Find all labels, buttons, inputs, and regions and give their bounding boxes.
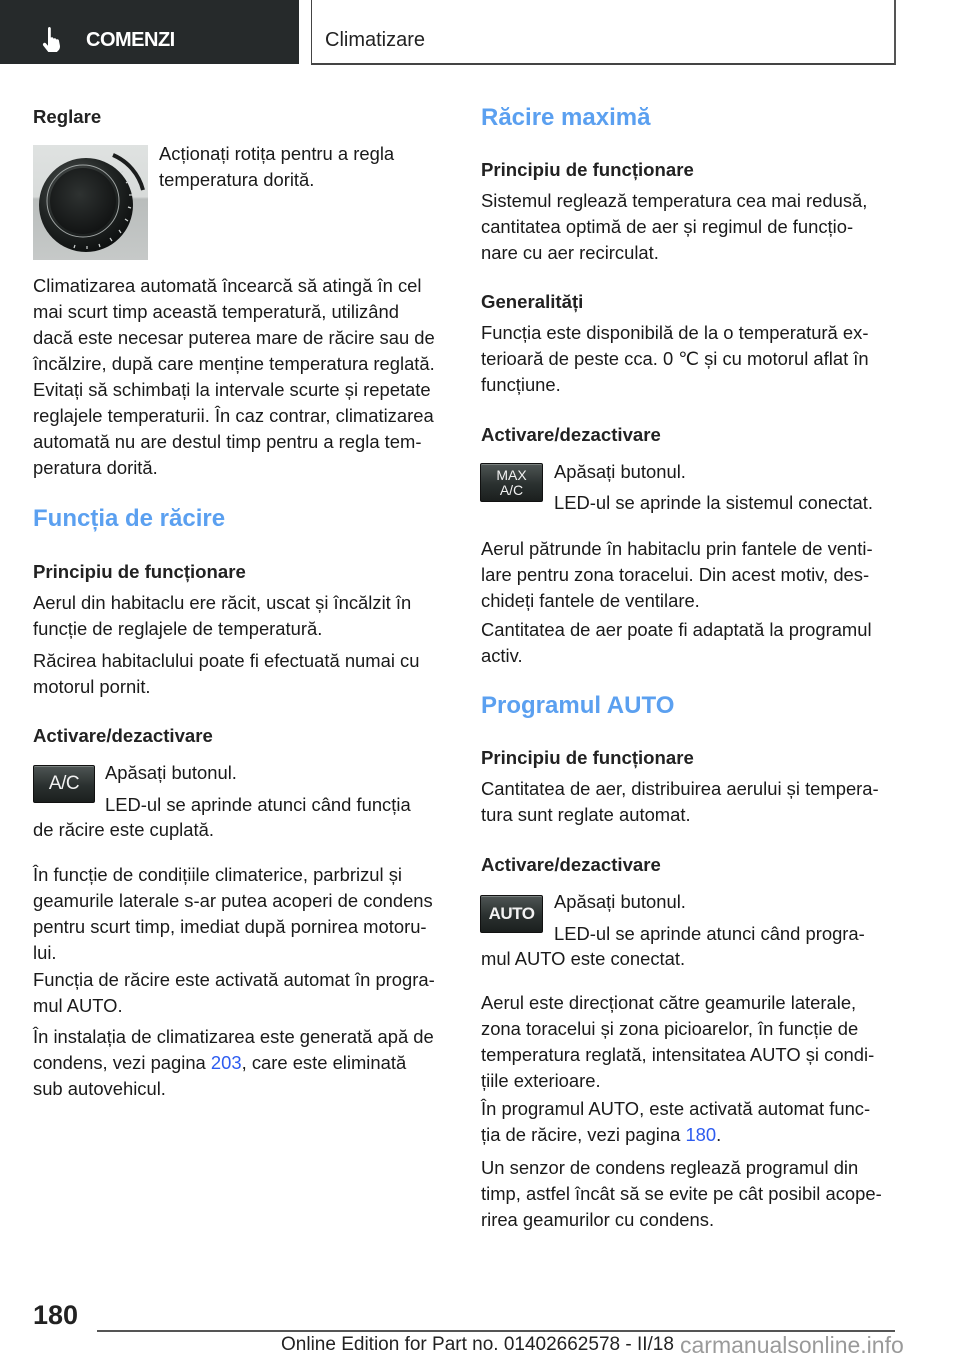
functia-racire-heading: Funcția de răcire — [33, 505, 226, 532]
watermark[interactable]: carmanualsonline.info — [680, 1332, 904, 1358]
program-auto-activare-title: Activare/dezactivare — [481, 854, 661, 875]
text-line: terioară de peste cca. 0 ℃ și cu motorul aflat în — [481, 348, 869, 369]
text-line: automată nu are destul timp pentru a regla tem- — [33, 431, 422, 452]
text-line: Cantitatea de aer, distribuirea aerului și tempera- — [481, 778, 879, 799]
chapter-tab — [311, 0, 896, 65]
chapter-title: Climatizare — [325, 29, 426, 51]
ac-press-instruction: Apăsați butonul. — [105, 762, 237, 783]
functia-racire-principiu-para-2 — [33, 648, 453, 700]
text-line: sub autovehicul. — [33, 1078, 166, 1099]
ac-led-line-1: LED-ul se aprinde atunci când funcția — [105, 794, 411, 815]
text-line: lui. — [33, 942, 57, 963]
text-line: În instalația de climatizarea este generată apă de — [33, 1026, 434, 1047]
functia-racire-activare-title: Activare/dezactivare — [33, 725, 213, 746]
text-line: Un senzor de condens reglează programul din — [481, 1157, 859, 1178]
ac-button-image: A/C — [33, 765, 95, 803]
text-line — [33, 1050, 453, 1076]
program-auto-para-3 — [481, 1155, 901, 1233]
auto-led-line-1: LED-ul se aprinde atunci când progra- — [554, 923, 865, 944]
text-line: Cantitatea de aer poate fi adaptată la programul — [481, 619, 872, 640]
program-auto-para-2 — [481, 1096, 901, 1148]
text-line: chideți fantele de ventilare. — [481, 590, 700, 611]
text-line: încălzire, după care menține temperatura reglată. — [33, 353, 435, 374]
text-line: cantitatea optimă de aer și regimul de funcțio- — [481, 216, 854, 237]
auto-press-instruction: Apăsați butonul. — [554, 891, 686, 912]
reglare-paragraph-2 — [33, 377, 453, 481]
text-span: . — [716, 1124, 722, 1145]
text-line: temperatura reglată, intensitatea AUTO și condi- — [481, 1044, 875, 1065]
reglare-title: Reglare — [33, 106, 102, 127]
generalitati-para — [481, 320, 901, 398]
button-text-line: MAX — [496, 466, 527, 483]
text-line: reglajele temperaturii. În caz contrar, climatizarea — [33, 405, 434, 426]
racire-maxima-para-1 — [481, 536, 901, 614]
text-line: În funcție de condițiile climaterice, parbrizul și — [33, 864, 402, 885]
racire-maxima-activare-title: Activare/dezactivare — [481, 424, 661, 445]
auto-button-image: AUTO — [480, 895, 543, 933]
text-line: temperatura dorită. — [159, 169, 315, 190]
functia-racire-principiu-title: Principiu de funcționare — [33, 561, 246, 582]
text-span: ția de răcire, vezi pagina — [481, 1124, 686, 1145]
ac-led-line-2: de răcire este cuplată. — [33, 819, 214, 840]
text-line: rirea geamurilor cu condens. — [481, 1209, 715, 1230]
text-line: lare pentru zona toracelui. Din acest motiv, des- — [481, 564, 870, 585]
text-line: pentru scurt timp, imediat după pornirea motoru- — [33, 916, 427, 937]
text-line: Evitați să schimbați la intervale scurte și repetate — [33, 379, 431, 400]
text-line: timp, astfel încât să se evite pe cât posibil acope- — [481, 1183, 882, 1204]
text-line: motorul pornit. — [33, 676, 151, 697]
text-line: funcțiune. — [481, 374, 561, 395]
max-ac-button-image — [480, 463, 543, 502]
button-text-line: A/C — [499, 481, 524, 498]
max-ac-press-instruction: Apăsați butonul. — [554, 461, 686, 482]
text-line: Aerul din habitaclu ere răcit, uscat și încălzit în — [33, 592, 412, 613]
text-line: țiile exterioare. — [481, 1070, 601, 1091]
auto-led-line-2: mul AUTO este conectat. — [481, 948, 686, 969]
reglare-instruction — [159, 141, 394, 193]
program-auto-principiu-para — [481, 776, 901, 828]
section-label: COMENZI — [86, 29, 175, 51]
text-line: Climatizarea automată încearcă să atingă în cel — [33, 275, 422, 296]
text-line: nare cu aer recirculat. — [481, 242, 659, 263]
functia-racire-para-4 — [33, 967, 453, 1019]
functia-racire-principiu-para-1 — [33, 590, 453, 642]
racire-maxima-principiu-para — [481, 188, 901, 266]
generalitati-title: Generalități — [481, 291, 584, 312]
text-line: Răcirea habitaclului poate fi efectuată numai cu — [33, 650, 420, 671]
functia-racire-para-5 — [33, 1024, 453, 1102]
temperature-knob-image — [33, 145, 148, 260]
text-line: geamurile laterale s-ar putea acoperi de condens — [33, 890, 433, 911]
page-link-203[interactable]: 203 — [210, 1052, 242, 1073]
text-line: activ. — [481, 645, 523, 666]
text-line: Aerul este direcționat către geamurile laterale, — [481, 992, 857, 1013]
text-line: Acționați rotița pentru a regla — [159, 143, 395, 164]
racire-maxima-principiu-title: Principiu de funcționare — [481, 159, 694, 180]
text-line: Aerul pătrunde în habitaclu prin fantele de venti- — [481, 538, 873, 559]
text-span: condens, vezi pagina — [33, 1052, 211, 1073]
reglare-paragraph-1 — [33, 273, 453, 377]
text-line: mai scurt timp această temperatură, utilizând — [33, 301, 399, 322]
program-auto-principiu-title: Principiu de funcționare — [481, 747, 694, 768]
hand-pointer-icon — [40, 27, 64, 53]
program-auto-para-1 — [481, 990, 901, 1094]
program-auto-heading: Programul AUTO — [481, 692, 675, 719]
functia-racire-para-3 — [33, 862, 453, 966]
text-line: Sistemul reglează temperatura cea mai redusă, — [481, 190, 868, 211]
edition-text: Online Edition for Part no. 01402662578 - II/18 — [281, 1334, 674, 1355]
section-tab — [0, 0, 299, 64]
text-line: În programul AUTO, este activată automat func- — [481, 1098, 871, 1119]
text-line: peratura dorită. — [33, 457, 158, 478]
text-line: mul AUTO. — [33, 995, 123, 1016]
text-line: zona toracelui și zona picioarelor, în funcție de — [481, 1018, 859, 1039]
text-line: funcție de reglajele de temperatură. — [33, 618, 323, 639]
text-line: dacă este necesar puterea mare de răcire sau de — [33, 327, 435, 348]
racire-maxima-heading: Răcire maximă — [481, 104, 651, 131]
text-line: Funcția de răcire este activată automat în progra- — [33, 969, 435, 990]
text-line: tura sunt reglate automat. — [481, 804, 691, 825]
page-number: 180 — [33, 1300, 79, 1330]
text-line: Funcția este disponibilă de la o temperatură ex- — [481, 322, 869, 343]
page-link-180[interactable]: 180 — [685, 1124, 717, 1145]
racire-maxima-para-2 — [481, 617, 901, 669]
text-span: , care este eliminată — [241, 1052, 407, 1073]
max-ac-led: LED-ul se aprinde la sistemul conectat. — [554, 492, 873, 513]
text-line — [481, 1122, 901, 1148]
